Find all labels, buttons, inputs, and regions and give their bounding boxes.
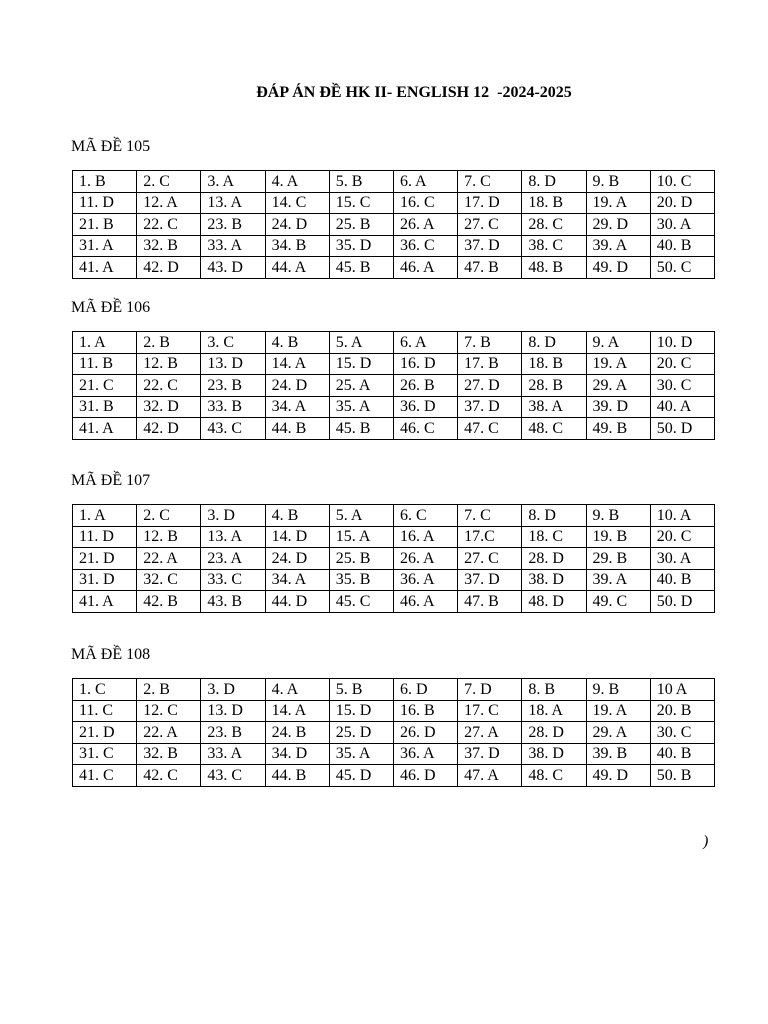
answer-cell: 49. B: [586, 418, 650, 440]
trailing-parenthesis: ): [703, 833, 709, 850]
answer-cell: 6. D: [393, 679, 457, 701]
answer-cell: 44. A: [265, 257, 329, 279]
answer-cell: 26. A: [393, 214, 457, 236]
answer-cell: 20. C: [650, 353, 714, 375]
table-row: [73, 548, 715, 570]
answer-cell: 26. A: [393, 548, 457, 570]
answer-cell: 40. A: [650, 396, 714, 418]
table-row: [73, 396, 715, 418]
answer-cell: 40. B: [650, 235, 714, 257]
answer-cell: 29. A: [586, 722, 650, 744]
answer-cell: 15. A: [329, 526, 393, 548]
answer-cell: 3. A: [201, 171, 265, 193]
answer-cell: 48. D: [522, 591, 586, 613]
answer-cell: 45. B: [329, 257, 393, 279]
answer-cell: 14. A: [265, 700, 329, 722]
answer-cell: 23. B: [201, 722, 265, 744]
table-row: [73, 353, 715, 375]
answer-cell: 50. D: [650, 591, 714, 613]
answer-cell: 11. B: [73, 353, 137, 375]
answer-cell: 36. D: [393, 396, 457, 418]
answer-cell: 5. B: [329, 171, 393, 193]
answer-cell: 17. D: [458, 192, 522, 214]
table-row: [73, 171, 715, 193]
answer-cell: 1. C: [73, 679, 137, 701]
answer-cell: 7. C: [458, 505, 522, 527]
answer-cell: 28. D: [522, 722, 586, 744]
answer-cell: 15. C: [329, 192, 393, 214]
answer-cell: 12. C: [137, 700, 201, 722]
answer-cell: 37. D: [458, 569, 522, 591]
answer-cell: 8. D: [522, 332, 586, 354]
answer-cell: 20. D: [650, 192, 714, 214]
answer-cell: 29. D: [586, 214, 650, 236]
answer-cell: 22. C: [137, 375, 201, 397]
answer-cell: 44. B: [265, 765, 329, 787]
table-row: [73, 192, 715, 214]
table-row: [73, 257, 715, 279]
answer-cell: 18. A: [522, 700, 586, 722]
answer-cell: 23. B: [201, 375, 265, 397]
answer-cell: 23. A: [201, 548, 265, 570]
answer-cell: 8. D: [522, 171, 586, 193]
answer-cell: 46. D: [393, 765, 457, 787]
table-row: [73, 235, 715, 257]
answer-cell: 47. A: [458, 765, 522, 787]
answer-cell: 12. B: [137, 353, 201, 375]
answer-cell: 37. D: [458, 235, 522, 257]
answer-cell: 1. A: [73, 332, 137, 354]
answer-cell: 6. C: [393, 505, 457, 527]
answer-cell: 34. D: [265, 743, 329, 765]
answer-cell: 44. D: [265, 591, 329, 613]
answer-cell: 47. B: [458, 591, 522, 613]
answer-cell: 31. B: [73, 396, 137, 418]
answer-cell: 44. B: [265, 418, 329, 440]
answer-cell: 20. C: [650, 526, 714, 548]
answer-cell: 27. C: [458, 548, 522, 570]
answer-cell: 31. D: [73, 569, 137, 591]
answer-cell: 29. A: [586, 375, 650, 397]
answer-cell: 21. C: [73, 375, 137, 397]
section-heading-105: MÃ ĐỀ 105: [71, 138, 151, 155]
answer-cell: 40. B: [650, 743, 714, 765]
answer-cell: 14. C: [265, 192, 329, 214]
answer-cell: 38. A: [522, 396, 586, 418]
answer-cell: 4. B: [265, 332, 329, 354]
answer-cell: 24. D: [265, 548, 329, 570]
section-heading-106: MÃ ĐỀ 106: [71, 299, 151, 316]
answer-cell: 16. C: [393, 192, 457, 214]
answer-cell: 30. C: [650, 375, 714, 397]
answer-cell: 36. A: [393, 743, 457, 765]
answer-cell: 49. D: [586, 257, 650, 279]
answer-cell: 4. A: [265, 171, 329, 193]
answer-cell: 21. D: [73, 722, 137, 744]
answer-cell: 11. C: [73, 700, 137, 722]
answer-cell: 35. B: [329, 569, 393, 591]
answer-cell: 1. B: [73, 171, 137, 193]
answer-cell: 22. A: [137, 722, 201, 744]
answer-cell: 17.C: [458, 526, 522, 548]
answer-cell: 46. C: [393, 418, 457, 440]
answer-cell: 34. B: [265, 235, 329, 257]
answer-cell: 4. B: [265, 505, 329, 527]
answer-cell: 16. D: [393, 353, 457, 375]
answer-cell: 3. D: [201, 505, 265, 527]
answer-cell: 7. D: [458, 679, 522, 701]
answer-cell: 43. B: [201, 591, 265, 613]
answer-cell: 33. A: [201, 235, 265, 257]
answer-cell: 13. D: [201, 353, 265, 375]
answer-cell: 46. A: [393, 591, 457, 613]
table-row: [73, 526, 715, 548]
answer-cell: 30. A: [650, 214, 714, 236]
answer-cell: 20. B: [650, 700, 714, 722]
answer-cell: 24. D: [265, 214, 329, 236]
answer-cell: 11. D: [73, 526, 137, 548]
answer-cell: 41. C: [73, 765, 137, 787]
answer-cell: 21. D: [73, 548, 137, 570]
answer-cell: 10. C: [650, 171, 714, 193]
answer-cell: 25. B: [329, 548, 393, 570]
table-row: [73, 700, 715, 722]
answer-cell: 41. A: [73, 257, 137, 279]
answer-cell: 42. C: [137, 765, 201, 787]
answer-cell: 33. B: [201, 396, 265, 418]
answer-cell: 26. D: [393, 722, 457, 744]
answer-cell: 48. C: [522, 418, 586, 440]
section-heading-107: MÃ ĐỀ 107: [71, 472, 151, 489]
answer-cell: 33. A: [201, 743, 265, 765]
answer-cell: 50. C: [650, 257, 714, 279]
answer-cell: 30. A: [650, 548, 714, 570]
answer-cell: 39. A: [586, 235, 650, 257]
answer-cell: 35. D: [329, 235, 393, 257]
answer-cell: 38. C: [522, 235, 586, 257]
answer-cell: 48. C: [522, 765, 586, 787]
answer-cell: 11. D: [73, 192, 137, 214]
table-row: [73, 569, 715, 591]
answer-cell: 36. C: [393, 235, 457, 257]
table-row: [73, 505, 715, 527]
table-row: [73, 332, 715, 354]
answer-cell: 18. C: [522, 526, 586, 548]
answer-cell: 6. A: [393, 171, 457, 193]
answer-cell: 18. B: [522, 192, 586, 214]
answer-cell: 28. D: [522, 548, 586, 570]
answer-cell: 42. D: [137, 418, 201, 440]
answer-cell: 35. A: [329, 743, 393, 765]
answer-cell: 9. B: [586, 679, 650, 701]
answer-cell: 19. A: [586, 700, 650, 722]
answer-cell: 3. C: [201, 332, 265, 354]
table-row: [73, 722, 715, 744]
answer-cell: 34. A: [265, 569, 329, 591]
answer-cell: 29. B: [586, 548, 650, 570]
answer-cell: 32. D: [137, 396, 201, 418]
answer-cell: 25. A: [329, 375, 393, 397]
answer-cell: 43. C: [201, 765, 265, 787]
answer-cell: 36. A: [393, 569, 457, 591]
answer-cell: 27. A: [458, 722, 522, 744]
answer-cell: 35. A: [329, 396, 393, 418]
answer-cell: 40. B: [650, 569, 714, 591]
table-row: [73, 591, 715, 613]
answer-cell: 50. B: [650, 765, 714, 787]
table-row: [73, 418, 715, 440]
answer-cell: 18. B: [522, 353, 586, 375]
answer-cell: 22. A: [137, 548, 201, 570]
answer-cell: 9. B: [586, 505, 650, 527]
answer-cell: 26. B: [393, 375, 457, 397]
table-row: [73, 375, 715, 397]
answer-cell: 49. C: [586, 591, 650, 613]
answer-cell: 12. A: [137, 192, 201, 214]
answer-cell: 34. A: [265, 396, 329, 418]
answer-cell: 49. D: [586, 765, 650, 787]
answer-cell: 2. C: [137, 171, 201, 193]
answer-cell: 28. B: [522, 375, 586, 397]
answer-cell: 33. C: [201, 569, 265, 591]
answer-cell: 15. D: [329, 353, 393, 375]
answer-cell: 23. B: [201, 214, 265, 236]
answer-cell: 15. D: [329, 700, 393, 722]
answer-cell: 13. A: [201, 526, 265, 548]
answer-cell: 39. A: [586, 569, 650, 591]
answer-cell: 46. A: [393, 257, 457, 279]
answer-cell: 45. C: [329, 591, 393, 613]
table-row: [73, 214, 715, 236]
answer-cell: 6. A: [393, 332, 457, 354]
answer-cell: 19. B: [586, 526, 650, 548]
answer-cell: 13. A: [201, 192, 265, 214]
answer-cell: 37. D: [458, 743, 522, 765]
page-title: ĐÁP ÁN ĐỀ HK II- ENGLISH 12 -2024-2025: [256, 84, 572, 101]
answer-cell: 32. B: [137, 235, 201, 257]
answer-table-105: [72, 170, 715, 279]
answer-cell: 8. D: [522, 505, 586, 527]
answer-table-106: [72, 331, 715, 440]
answer-cell: 10. A: [650, 505, 714, 527]
answer-cell: 8. B: [522, 679, 586, 701]
answer-cell: 2. B: [137, 679, 201, 701]
answer-cell: 9. A: [586, 332, 650, 354]
answer-cell: 7. B: [458, 332, 522, 354]
answer-cell: 2. C: [137, 505, 201, 527]
answer-cell: 17. C: [458, 700, 522, 722]
answer-cell: 1. A: [73, 505, 137, 527]
table-row: [73, 743, 715, 765]
answer-cell: 43. C: [201, 418, 265, 440]
answer-table-108: [72, 678, 715, 787]
answer-cell: 50. D: [650, 418, 714, 440]
answer-cell: 42. D: [137, 257, 201, 279]
answer-cell: 12. B: [137, 526, 201, 548]
answer-cell: 27. C: [458, 214, 522, 236]
answer-cell: 28. C: [522, 214, 586, 236]
answer-cell: 9. B: [586, 171, 650, 193]
answer-cell: 7. C: [458, 171, 522, 193]
answer-cell: 32. B: [137, 743, 201, 765]
answer-cell: 10. D: [650, 332, 714, 354]
answer-cell: 13. D: [201, 700, 265, 722]
answer-cell: 25. B: [329, 214, 393, 236]
answer-cell: 24. B: [265, 722, 329, 744]
answer-cell: 31. C: [73, 743, 137, 765]
answer-cell: 43. D: [201, 257, 265, 279]
answer-cell: 41. A: [73, 591, 137, 613]
answer-cell: 39. D: [586, 396, 650, 418]
answer-cell: 4. A: [265, 679, 329, 701]
section-heading-108: MÃ ĐỀ 108: [71, 646, 151, 663]
answer-cell: 31. A: [73, 235, 137, 257]
answer-cell: 14. D: [265, 526, 329, 548]
answer-cell: 45. B: [329, 418, 393, 440]
answer-cell: 5. B: [329, 679, 393, 701]
answer-cell: 19. A: [586, 353, 650, 375]
answer-cell: 16. A: [393, 526, 457, 548]
answer-cell: 38. D: [522, 743, 586, 765]
answer-cell: 39. B: [586, 743, 650, 765]
table-row: [73, 679, 715, 701]
answer-cell: 30. C: [650, 722, 714, 744]
answer-cell: 22. C: [137, 214, 201, 236]
answer-cell: 42. B: [137, 591, 201, 613]
answer-cell: 47. C: [458, 418, 522, 440]
answer-cell: 2. B: [137, 332, 201, 354]
answer-cell: 47. B: [458, 257, 522, 279]
answer-cell: 38. D: [522, 569, 586, 591]
answer-cell: 27. D: [458, 375, 522, 397]
answer-cell: 45. D: [329, 765, 393, 787]
answer-cell: 37. D: [458, 396, 522, 418]
answer-cell: 17. B: [458, 353, 522, 375]
answer-cell: 24. D: [265, 375, 329, 397]
answer-cell: 41. A: [73, 418, 137, 440]
answer-cell: 48. B: [522, 257, 586, 279]
answer-cell: 32. C: [137, 569, 201, 591]
answer-cell: 5. A: [329, 332, 393, 354]
answer-table-107: [72, 504, 715, 613]
answer-cell: 10 A: [650, 679, 714, 701]
answer-cell: 3. D: [201, 679, 265, 701]
answer-cell: 16. B: [393, 700, 457, 722]
table-row: [73, 765, 715, 787]
answer-cell: 25. D: [329, 722, 393, 744]
answer-cell: 5. A: [329, 505, 393, 527]
answer-cell: 21. B: [73, 214, 137, 236]
answer-cell: 19. A: [586, 192, 650, 214]
answer-cell: 14. A: [265, 353, 329, 375]
